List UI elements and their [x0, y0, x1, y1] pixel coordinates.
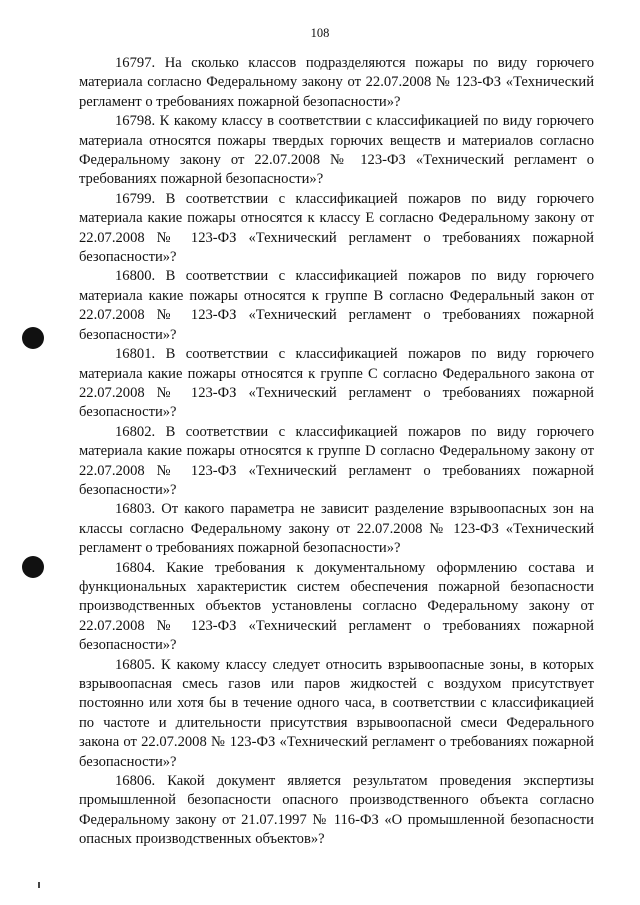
question-item — [79, 345, 594, 423]
question-text: В соответствии с классификацией пожаров по виду горючего материала какие пожары относятся к группе В согласно Федеральный закон от 22.07.2008 № 123-ФЗ «Технический регламент о требованиях пожарной безопасности»? — [79, 268, 594, 343]
question-number: 16798. — [115, 113, 156, 130]
question-number: 16799. — [115, 190, 156, 207]
question-text: В соответствии с классификацией пожаров по виду горючего материала какие пожары относятся к группе D согласно Федеральному закону от 22.07.2008 № 123-ФЗ «Технический регламент о требованиях пожарной безопасности»? — [79, 423, 594, 498]
question-text: К какому классу следует относить взрывоопасные зоны, в которых взрывоопасная смесь газов или паров жидкостей с воздухом присутствует постоянно или хотя бы в течение одного часа, в соответствии с классификацией по частоте и длительности присутствия взрывоопасной смеси Федерального закона от 22.07.2008 № 123-ФЗ «Технический регламент о требованиях пожарной безопасности»? — [79, 656, 594, 770]
question-item — [79, 267, 594, 345]
question-text: В соответствии с классификацией пожаров по виду горючего материала какие пожары относятся к классу Е согласно Федеральному закону от 22.07.2008 № 123-ФЗ «Технический регламент о требованиях пожарной безопасности»? — [79, 190, 594, 266]
question-text: От какого параметра не зависит разделение взрывоопасных зон на классы согласно Федеральному закону от 22.07.2008 № 123-ФЗ «Технический регламент о требованиях пожарной безопасности»? — [79, 501, 594, 557]
question-number: 16803. — [115, 501, 156, 518]
question-number: 16797. — [115, 55, 156, 71]
scan-speck — [38, 882, 40, 888]
question-list — [79, 54, 594, 850]
question-item — [79, 559, 594, 656]
page-number: 108 — [310, 26, 330, 40]
question-number: 16800. — [115, 268, 156, 285]
question-item — [79, 423, 594, 501]
question-item — [79, 54, 594, 112]
question-number: 16804. — [115, 559, 156, 576]
question-number: 16802. — [115, 423, 156, 440]
question-item — [79, 112, 594, 190]
punch-hole-mark — [22, 327, 44, 349]
question-text: Какие требования к документальному оформлению состава и функциональных характеристик систем обеспечения пожарной безопасности производственных объектов установлены согласно Федеральному закону от 22.07.2008 № 123-ФЗ «Технический регламент о требованиях пожарной безопасности»? — [79, 559, 594, 654]
question-number: 16806. — [115, 773, 156, 790]
question-text: Какой документ является результатом проведения экспертизы промышленной безопасности опасного производственного объекта согласно Федеральному закону от 21.07.1997 № 116-ФЗ «О промышленной безопасности опасных производственных объектов»? — [79, 773, 594, 848]
punch-hole-mark — [22, 556, 44, 578]
question-item — [79, 772, 594, 850]
question-item — [79, 190, 594, 268]
question-item — [79, 656, 594, 772]
question-text: В соответствии с классификацией пожаров по виду горючего материала какие пожары относятся к группе С согласно Федерального закона от 22.07.2008 № 123-ФЗ «Технический регламент о требованиях пожарной безопасности»? — [79, 346, 594, 421]
question-item — [79, 500, 594, 558]
question-text: На сколько классов подразделяются пожары по виду горючего материала согласно Федеральному закону от 22.07.2008 № 123-ФЗ «Технический регламент о требованиях пожарной безопасности»? — [79, 55, 594, 110]
question-text: К какому классу в соответствии с классификацией по виду горючего материала относятся пожары твердых горючих веществ и материалов согласно Федеральному закону от 22.07.2008 № 123-ФЗ «Технический регламент о требованиях пожарной безопасности»? — [79, 113, 594, 188]
question-number: 16801. — [115, 346, 156, 363]
question-number: 16805. — [115, 656, 156, 673]
